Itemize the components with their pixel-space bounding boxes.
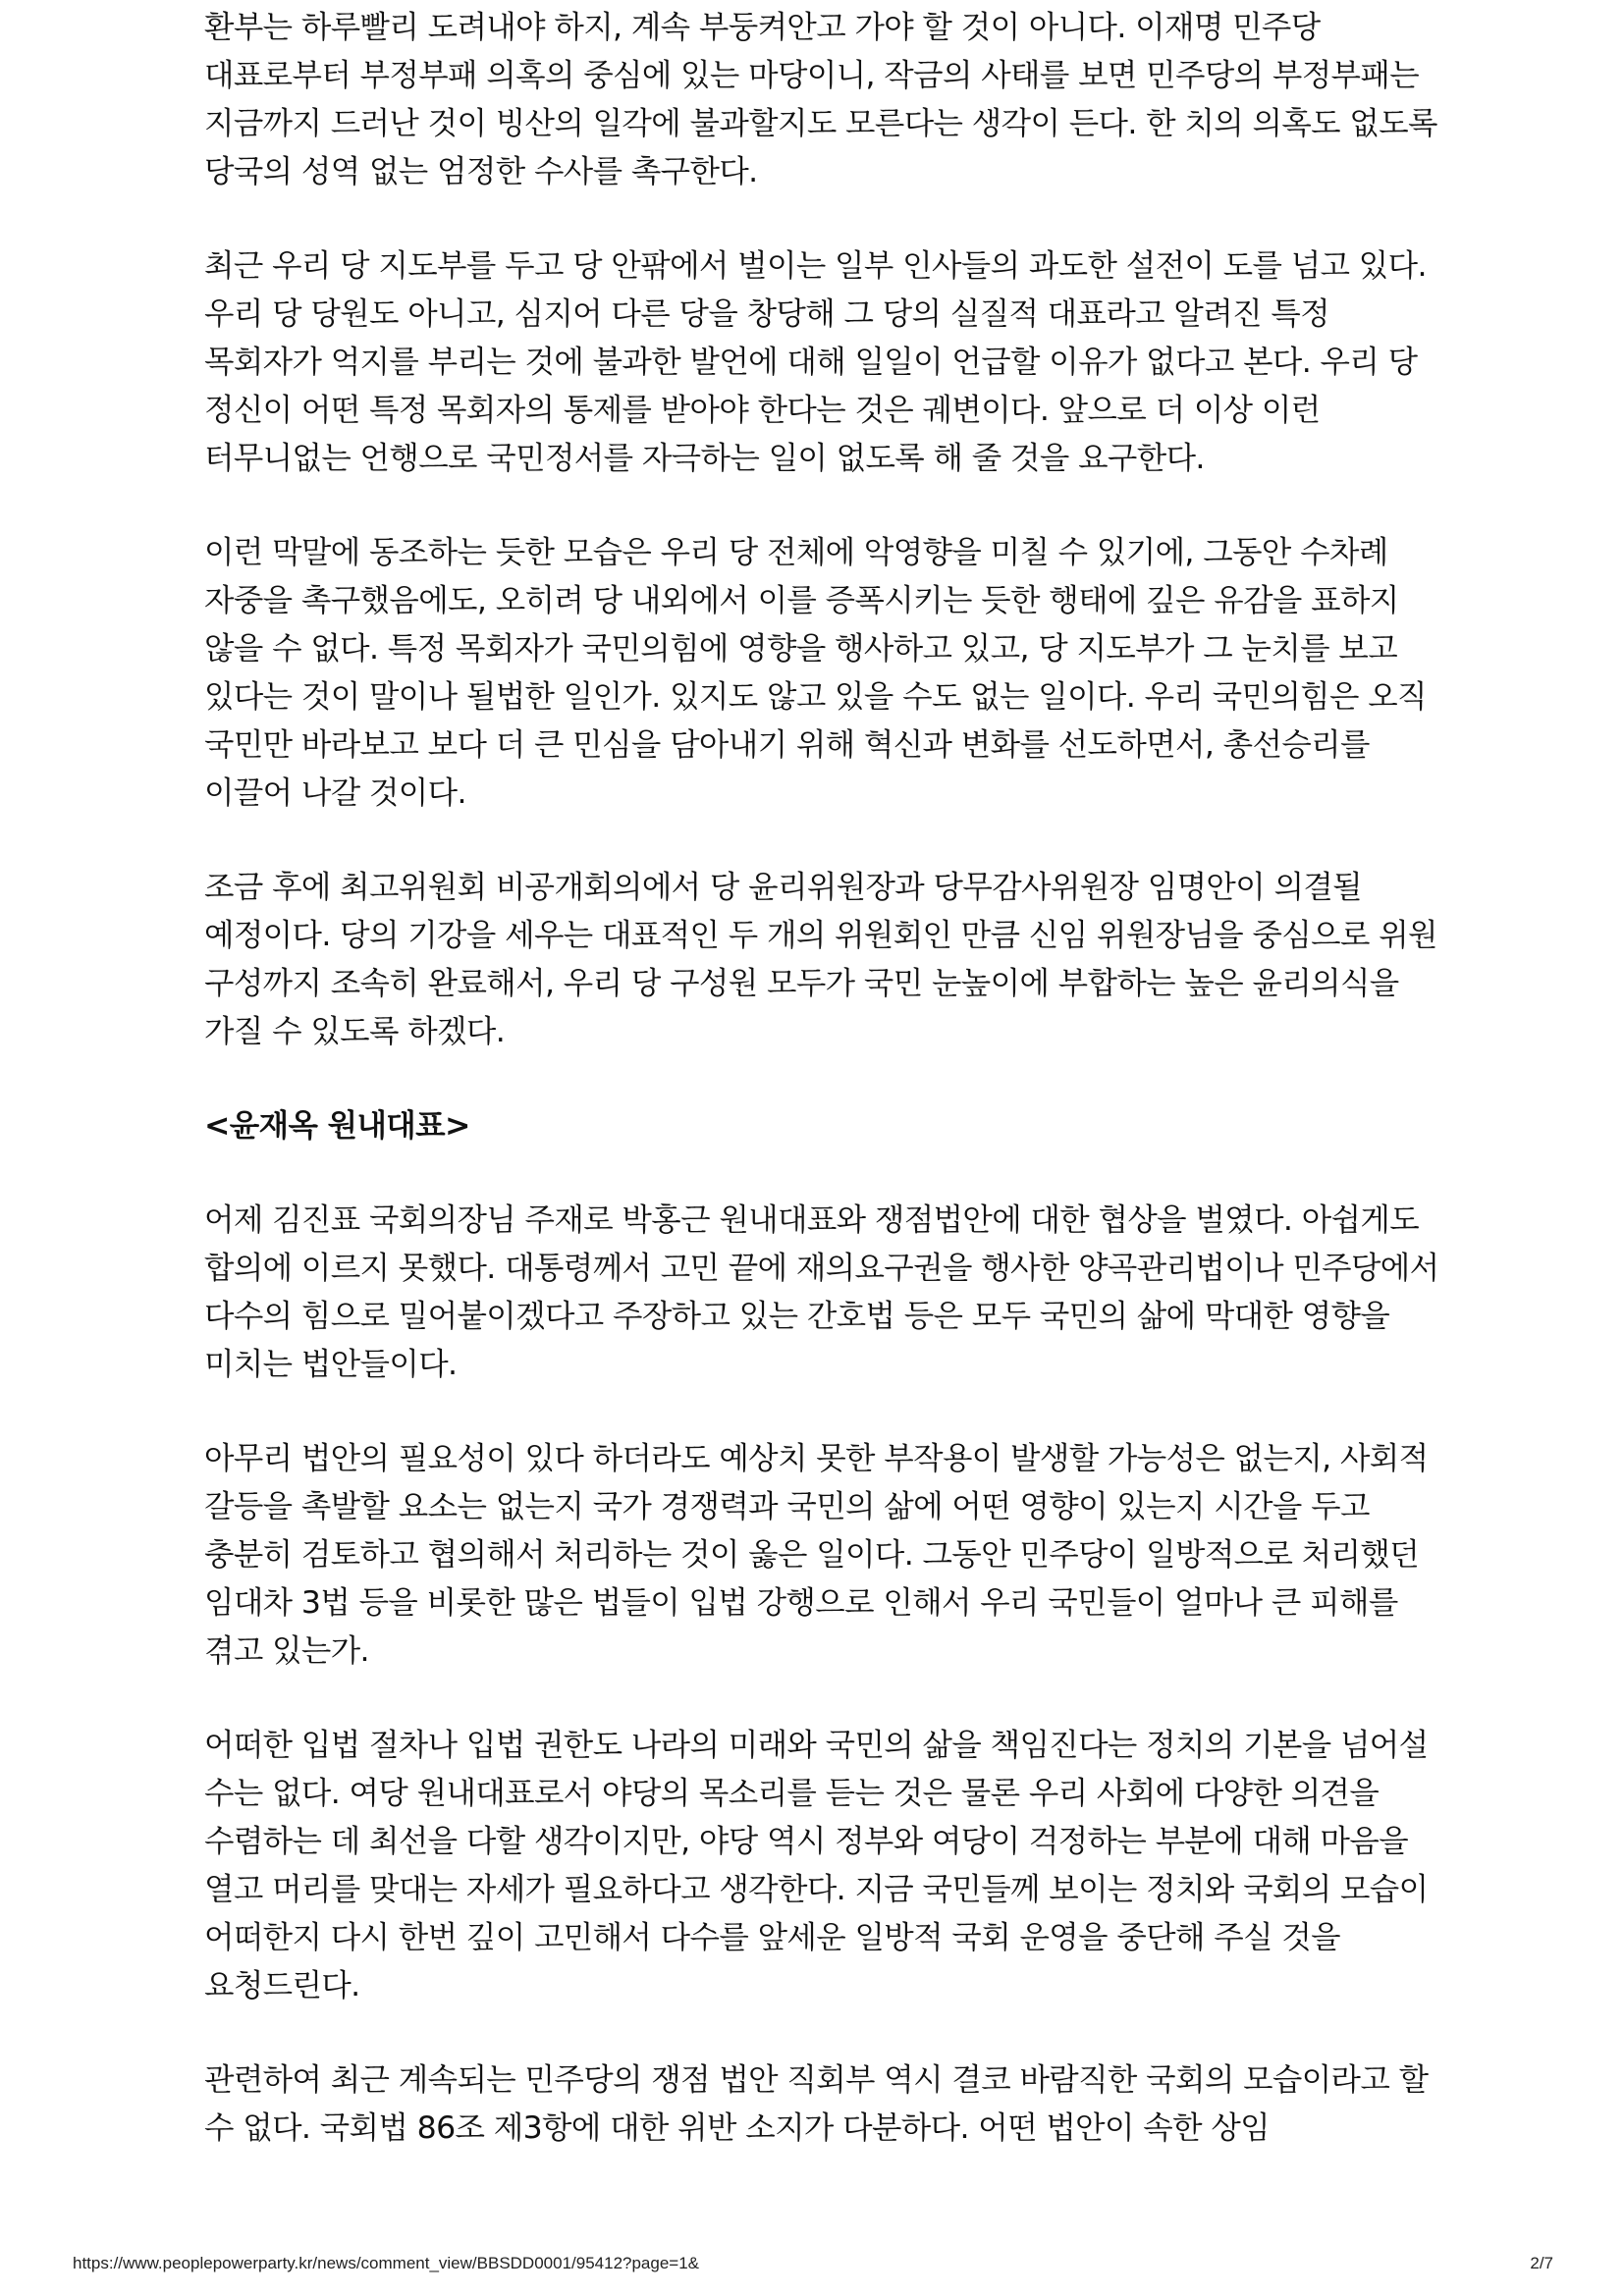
- page-number: 2/7: [1530, 2254, 1553, 2272]
- print-footer: [73, 2254, 1553, 2277]
- section-heading: <윤재옥 원내대표>: [204, 1108, 470, 1144]
- paragraph-8: 관련하여 최근 계속되는 민주당의 쟁점 법안 직회부 역시 결코 바람직한 국회의 모습이라고 할 수 없다. 국회법 86조 제3항에 대한 위반 소지가 다분하다. 어떤 법안이 속한 상임: [204, 2062, 1429, 2146]
- footer-url: https://www.peoplepowerparty.kr/news/comment_view/BBSDD0001/95412?page=1&: [73, 2254, 700, 2272]
- paragraph-6: 아무리 법안의 필요성이 있다 하더라도 예상치 못한 부작용이 발생할 가능성은 없는지, 사회적 갈등을 촉발할 요소는 없는지 국가 경쟁력과 국민의 삶에 어떤 영향이 있는지 시간을 두고 충분히 검토하고 협의해서 처리하는 것이 옳은 일이다. 그동안 민주당이 일방적으로 처리했던 임대차 3법 등을 비롯한 많은 법들이 입법 강행으로 인해서 우리 국민들이 얼마나 큰 피해를 겪고 있는가.: [204, 1441, 1429, 1669]
- paragraph-1: 환부는 하루빨리 도려내야 하지, 계속 부둥켜안고 가야 할 것이 아니다. 이재명 민주당 대표로부터 부정부패 의혹의 중심에 있는 마당이니, 작금의 사태를 보면 민주당의 부정부패는 지금까지 드러난 것이 빙산의 일각에 불과할지도 모른다는 생각이 든다. 한 치의 의혹도 없도록 당국의 성역 없는 엄정한 수사를 촉구한다.: [204, 10, 1437, 189]
- article-body: [204, 4, 1447, 2153]
- paragraph-4: 조금 후에 최고위원회 비공개회의에서 당 윤리위원장과 당무감사위원장 임명안이 의결될 예정이다. 당의 기강을 세우는 대표적인 두 개의 위원회인 만큼 신임 위원장님을 중심으로 위원 구성까지 조속히 완료해서, 우리 당 구성원 모두가 국민 눈높이에 부합하는 높은 윤리의식을 가질 수 있도록 하겠다.: [204, 870, 1437, 1049]
- paragraph-7: 어떠한 입법 절차나 입법 권한도 나라의 미래와 국민의 삶을 책임진다는 정치의 기본을 넘어설 수는 없다. 여당 원내대표로서 야당의 목소리를 듣는 것은 물론 우리 사회에 다양한 의견을 수렴하는 데 최선을 다할 생각이지만, 야당 역시 정부와 여당이 걱정하는 부분에 대해 마음을 열고 머리를 맞대는 자세가 필요하다고 생각한다. 지금 국민들께 보이는 정치와 국회의 모습이 어떠한지 다시 한번 깊이 고민해서 다수를 앞세운 일방적 국회 운영을 중단해 주실 것을 요청드린다.: [204, 1728, 1429, 2003]
- paragraph-3: 이런 막말에 동조하는 듯한 모습은 우리 당 전체에 악영향을 미칠 수 있기에, 그동안 수차례 자중을 촉구했음에도, 오히려 당 내외에서 이를 증폭시키는 듯한 행태에 깊은 유감을 표하지 않을 수 없다. 특정 목회자가 국민의힘에 영향을 행사하고 있고, 당 지도부가 그 눈치를 보고 있다는 것이 말이나 될법한 일인가. 있지도 않고 있을 수도 없는 일이다. 우리 국민의힘은 오직 국민만 바라보고 보다 더 큰 민심을 담아내기 위해 혁신과 변화를 선도하면서, 총선승리를 이끌어 나갈 것이다.: [204, 535, 1427, 811]
- paragraph-2: 최근 우리 당 지도부를 두고 당 안팎에서 벌이는 일부 인사들의 과도한 설전이 도를 넘고 있다. 우리 당 당원도 아니고, 심지어 다른 당을 창당해 그 당의 실질적 대표라고 알려진 특정 목회자가 억지를 부리는 것에 불과한 발언에 대해 일일이 언급할 이유가 없다고 본다. 우리 당 정신이 어떤 특정 목회자의 통제를 받아야 한다는 것은 궤변이다. 앞으로 더 이상 이런 터무니없는 언행으로 국민정서를 자극하는 일이 없도록 해 줄 것을 요구한다.: [204, 248, 1427, 476]
- paragraph-5: 어제 김진표 국회의장님 주재로 박홍근 원내대표와 쟁점법안에 대한 협상을 벌였다. 아쉽게도 합의에 이르지 못했다. 대통령께서 고민 끝에 재의요구권을 행사한 양곡관리법이나 민주당에서 다수의 힘으로 밀어붙이겠다고 주장하고 있는 간호법 등은 모두 국민의 삶에 막대한 영향을 미치는 법안들이다.: [204, 1202, 1439, 1382]
